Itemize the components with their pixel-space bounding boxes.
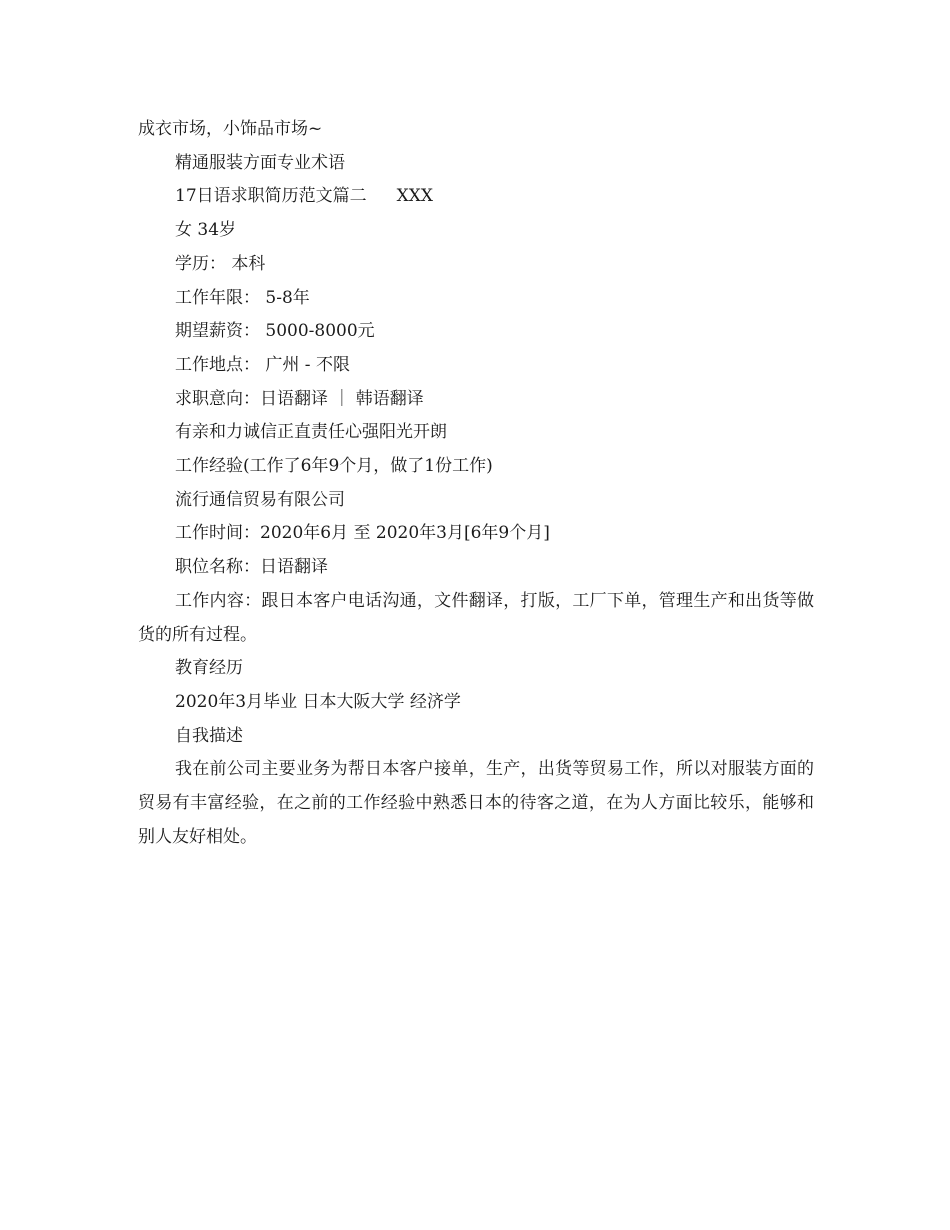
personal-traits: 有亲和力诚信正直责任心强阳光开朗	[175, 422, 447, 443]
gender-age: 女 34岁	[175, 220, 237, 241]
text-line: 成衣市场，小饰品市场~	[138, 119, 323, 139]
self-description: 我在前公司主要业务为帮日本客户接单，生产，出货等贸易工作，所以对服装方面的贸易有丰富经验，在之前的工作经验中熟悉日本的待客之道，在为人方面比较乐，能够和别人友好相处。	[138, 759, 814, 847]
work-experience-heading: 工作经验(工作了6年9个月，做了1份工作)	[175, 456, 493, 477]
section-heading	[138, 180, 814, 214]
job-intention: 求职意向：日语翻译 ｜ 韩语翻译	[175, 388, 424, 409]
education-level: 学历： 本科	[175, 253, 266, 274]
work-years: 工作年限： 5-8年	[175, 287, 310, 308]
education-heading: 教育经历	[175, 658, 243, 679]
resume-title: 17日语求职简历范文篇二	[175, 186, 367, 207]
self-description-heading: 自我描述	[175, 725, 243, 746]
expected-salary: 期望薪资： 5000-8000元	[175, 321, 375, 342]
company-name: 流行通信贸易有限公司	[175, 489, 345, 510]
work-location: 工作地点： 广州 - 不限	[175, 354, 350, 375]
work-period: 工作时间：2020年6月 至 2020年3月[6年9个月]	[175, 523, 550, 544]
education-entry: 2020年3月毕业 日本大阪大学 经济学	[175, 691, 461, 712]
position-title: 职位名称：日语翻译	[175, 557, 328, 578]
job-description: 工作内容：跟日本客户电话沟通，文件翻译，打版，工厂下单，管理生产和出货等做货的所有过程。	[138, 590, 814, 645]
text-line: 精通服装方面专业术语	[175, 152, 345, 173]
document-body	[138, 113, 814, 854]
name-placeholder: XXX	[396, 186, 433, 207]
